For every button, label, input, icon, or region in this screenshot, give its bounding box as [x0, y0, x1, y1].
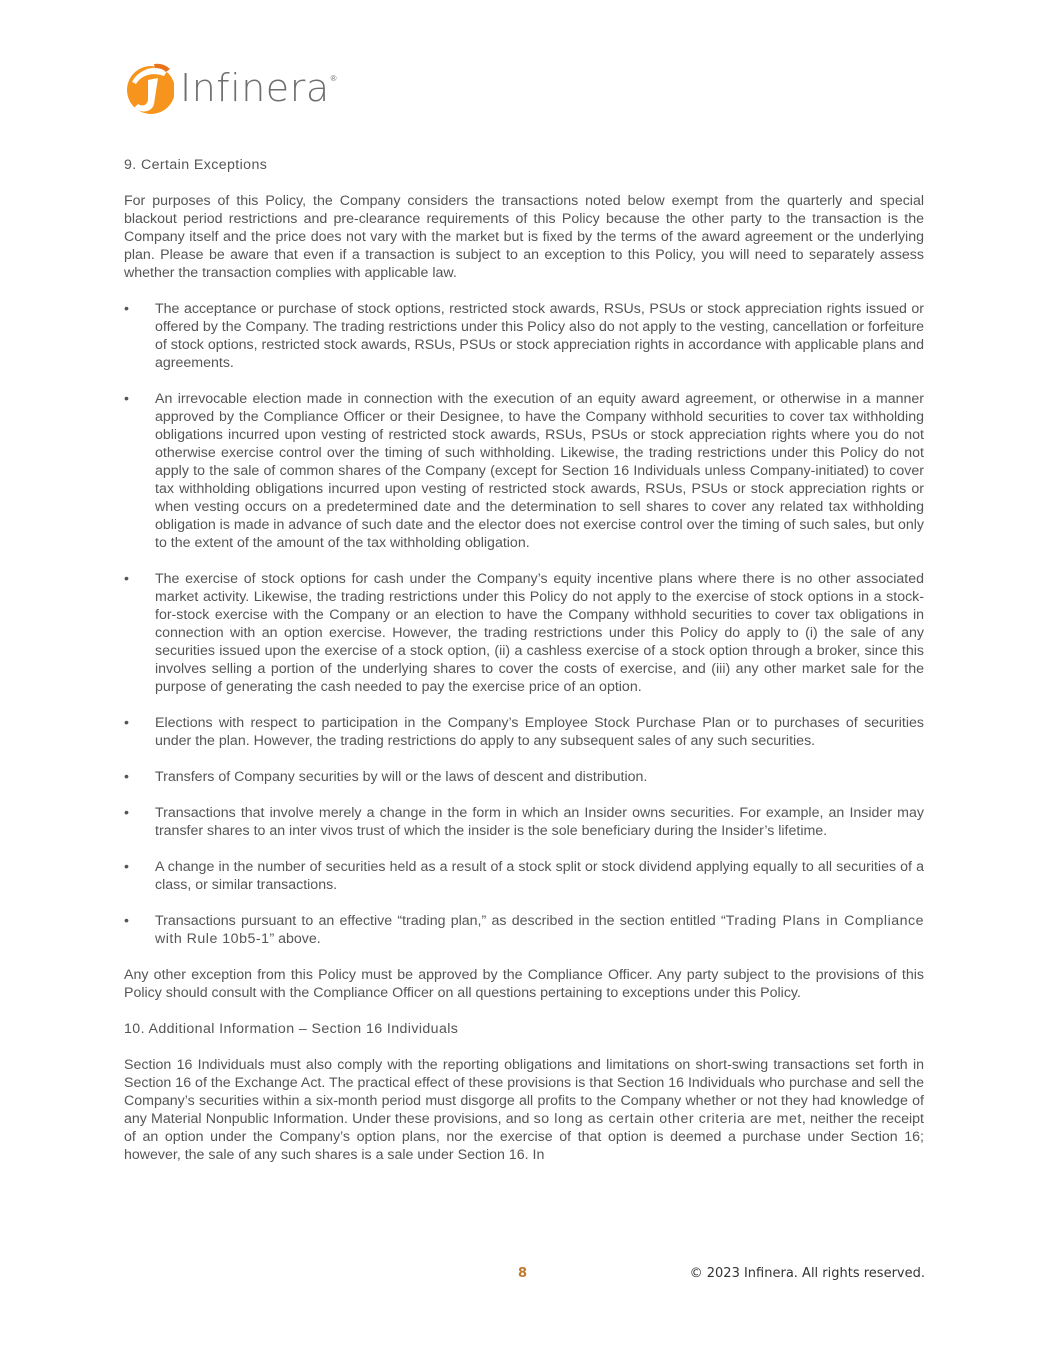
registered-mark: ®: [330, 74, 337, 83]
company-logo: [124, 60, 337, 116]
section-10-text-start: Section 16 Individuals must also comply with the reporting obligations and limitations on short-swing transactions set forth in Section 16 of the Exchange Act. The practical effect of these provisions is that Section 16 Individuals who purchase and sell the Company’s securities within a six-month period must disgorge all profits to the Company whether or not they had knowledge of any Material Nonpublic Information. Under these provisions, and: [124, 1057, 924, 1127]
document-body: [124, 156, 924, 1182]
trading-plan-text-start: Transactions pursuant to an effective “trading plan,” as described in the section entitled “: [155, 913, 726, 929]
list-item: [124, 804, 924, 840]
section-10-text-spaced: so long as certain other criteria are met: [533, 1111, 802, 1127]
bullet-glyph: •: [124, 715, 129, 731]
section-10-paragraph: [124, 1056, 924, 1164]
bullet-glyph: •: [124, 805, 129, 821]
list-item: [124, 858, 924, 894]
section-9-heading: 9. Certain Exceptions: [124, 157, 268, 173]
bullet-glyph: •: [124, 913, 129, 929]
list-item-text: An irrevocable election made in connection with the execution of an equity award agreement, or otherwise in a manner approved by the Compliance Officer or their Designee, to have the Company withhold securities to cover tax withholding obligations incurred upon vesting of restricted stock awards, RSUs, PSUs or stock appreciation rights where you do not otherwise exercise control over the timing of such withholding. Likewise, the trading restrictions under this Policy do not apply to the sale of common shares of the Company (except for Section 16 Individuals unless Company-initiated) to cover tax withholding obligations incurred upon vesting of restricted stock awards, RSUs, PSUs or stock appreciation rights or when vesting occurs on a predetermined date and the determination to sell shares to cover any related tax withholding obligation is made in advance of such date and the elector does not exercise control over the timing of such sales, but only to the extent of the amount of the tax withholding obligation.: [155, 391, 924, 551]
copyright-notice: © 2023 Infinera. All rights reserved.: [689, 1266, 925, 1281]
bullet-glyph: •: [124, 301, 129, 317]
list-item: [124, 768, 924, 786]
list-item: [124, 912, 924, 948]
section-10-text-end: , neither the receipt of an option under the Company’s option plans, nor the exercise of that option is deemed a purchase under Section 16; however, the sale of any such shares is a sale under Section 16. In: [124, 1111, 924, 1163]
list-item-text: The acceptance or purchase of stock options, restricted stock awards, RSUs, PSUs or stock appreciation rights issued or offered by the Company. The trading restrictions under this Policy also do not apply to the vesting, cancellation or forfeiture of stock options, restricted stock awards, RSUs, PSUs or stock appreciation rights in accordance with applicable plans and agreements.: [155, 301, 924, 371]
list-item-text: The exercise of stock options for cash under the Company’s equity incentive plans where there is no other associated market activity. Likewise, the trading restrictions under this Policy do not apply to the exercise of stock options in a stock-for-stock exercise with the Company or an election to have the Company withhold securities to cover tax obligations in connection with an option exercise. However, the trading restrictions under this Policy do apply to (i) the sale of any securities issued upon the exercise of a stock option, (ii) a cashless exercise of a stock option through a broker, since this involves selling a portion of the underlying shares to cover the costs of exercise, and (iii) any other market sale for the purpose of generating the cash needed to pay the exercise price of an option.: [155, 571, 924, 695]
infinera-logo-icon: [124, 60, 174, 116]
list-item: [124, 390, 924, 552]
section-10-heading: 10. Additional Information – Section 16 Individuals: [124, 1021, 459, 1037]
bullet-glyph: •: [124, 859, 129, 875]
page-number: 8: [518, 1266, 528, 1281]
section-9-closing: Any other exception from this Policy must be approved by the Compliance Officer. Any party subject to the provisions of this Policy should consult with the Compliance Officer on all questions pertaining to exceptions under this Policy.: [124, 967, 924, 1001]
bullet-glyph: •: [124, 769, 129, 785]
list-item-text: Elections with respect to participation in the Company’s Employee Stock Purchase Plan or to purchases of securities under the plan. However, the trading restrictions do apply to any subsequent sales of any such securities.: [155, 715, 924, 749]
list-item-text: Transactions that involve merely a change in the form in which an Insider owns securities. For example, an Insider may transfer shares to an inter vivos trust of which the insider is the sole beneficiary during the Insider’s lifetime.: [155, 805, 924, 839]
exceptions-list: [124, 300, 924, 948]
logo-text: Infinera: [180, 66, 330, 110]
list-item: [124, 570, 924, 696]
bullet-glyph: •: [124, 391, 129, 407]
list-item-text: [155, 913, 924, 947]
list-item-text: Transfers of Company securities by will or the laws of descent and distribution.: [155, 769, 648, 785]
list-item-text: A change in the number of securities held as a result of a stock split or stock dividend applying equally to all securities of a class, or similar transactions.: [155, 859, 924, 893]
section-reference: Trading Plans in Compliance with Rule 10b5-1: [155, 913, 924, 947]
list-item: [124, 714, 924, 750]
section-9-intro: For purposes of this Policy, the Company considers the transactions noted below exempt from the quarterly and special blackout period restrictions and pre-clearance requirements of this Policy because the other party to the transaction is the Company itself and the price does not vary with the market but is fixed by the terms of the award agreement or the underlying plan. Please be aware that even if a transaction is subject to an exception to this Policy, you will need to separately assess whether the transaction complies with applicable law.: [124, 193, 924, 281]
list-item: [124, 300, 924, 372]
bullet-glyph: •: [124, 571, 129, 587]
trading-plan-text-end: ” above.: [269, 931, 321, 947]
